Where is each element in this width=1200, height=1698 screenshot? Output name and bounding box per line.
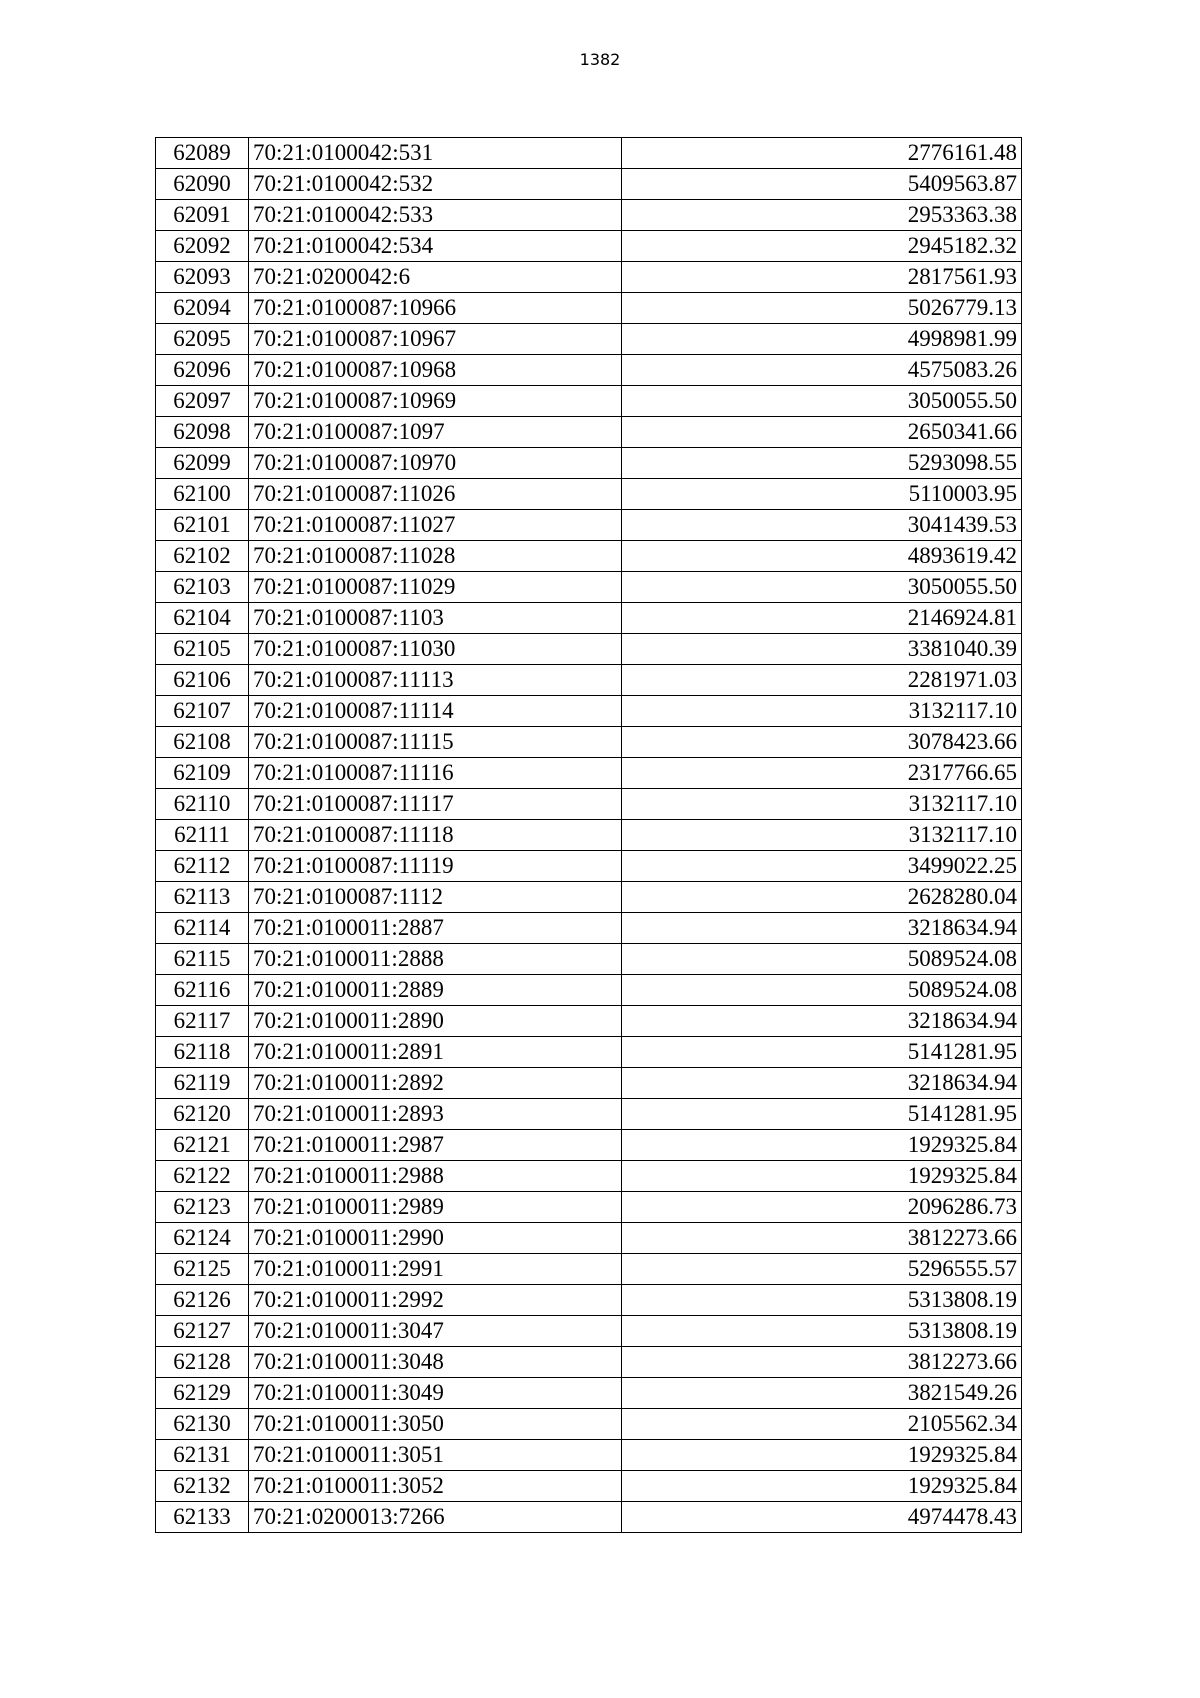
cadastral-value: 3132117.10 xyxy=(622,696,1022,727)
row-number: 62100 xyxy=(156,479,249,510)
cadastral-value: 3218634.94 xyxy=(622,1006,1022,1037)
table-row xyxy=(156,1378,1022,1409)
cadastral-number: 70:21:0100011:2991 xyxy=(249,1254,622,1285)
cadastral-value: 3821549.26 xyxy=(622,1378,1022,1409)
row-number: 62131 xyxy=(156,1440,249,1471)
cadastral-number: 70:21:0100087:11029 xyxy=(249,572,622,603)
row-number: 62111 xyxy=(156,820,249,851)
cadastral-number: 70:21:0100042:533 xyxy=(249,200,622,231)
row-number: 62098 xyxy=(156,417,249,448)
cadastral-number: 70:21:0100087:11113 xyxy=(249,665,622,696)
row-number: 62115 xyxy=(156,944,249,975)
row-number: 62089 xyxy=(156,138,249,169)
row-number: 62093 xyxy=(156,262,249,293)
cadastral-value: 2146924.81 xyxy=(622,603,1022,634)
row-number: 62121 xyxy=(156,1130,249,1161)
cadastral-value: 3050055.50 xyxy=(622,386,1022,417)
cadastral-number: 70:21:0100087:10970 xyxy=(249,448,622,479)
cadastral-number: 70:21:0100011:2892 xyxy=(249,1068,622,1099)
cadastral-value: 1929325.84 xyxy=(622,1471,1022,1502)
row-number: 62128 xyxy=(156,1347,249,1378)
row-number: 62133 xyxy=(156,1502,249,1533)
row-number: 62101 xyxy=(156,510,249,541)
table-row xyxy=(156,293,1022,324)
table-row xyxy=(156,727,1022,758)
table-row xyxy=(156,1285,1022,1316)
cadastral-number: 70:21:0100011:2990 xyxy=(249,1223,622,1254)
cadastral-value: 5110003.95 xyxy=(622,479,1022,510)
cadastral-value: 4998981.99 xyxy=(622,324,1022,355)
row-number: 62092 xyxy=(156,231,249,262)
cadastral-value: 2096286.73 xyxy=(622,1192,1022,1223)
cadastral-number: 70:21:0100087:11118 xyxy=(249,820,622,851)
row-number: 62104 xyxy=(156,603,249,634)
table-row xyxy=(156,603,1022,634)
row-number: 62105 xyxy=(156,634,249,665)
row-number: 62122 xyxy=(156,1161,249,1192)
cadastral-value: 5313808.19 xyxy=(622,1285,1022,1316)
table-row xyxy=(156,913,1022,944)
table-row xyxy=(156,1068,1022,1099)
row-number: 62091 xyxy=(156,200,249,231)
cadastral-value: 1929325.84 xyxy=(622,1130,1022,1161)
cadastral-number: 70:21:0100087:11114 xyxy=(249,696,622,727)
table-row xyxy=(156,696,1022,727)
cadastral-number: 70:21:0100087:11117 xyxy=(249,789,622,820)
cadastral-number: 70:21:0100087:1103 xyxy=(249,603,622,634)
cadastral-number: 70:21:0100042:531 xyxy=(249,138,622,169)
table-row xyxy=(156,820,1022,851)
cadastral-number: 70:21:0100011:2887 xyxy=(249,913,622,944)
table-row xyxy=(156,634,1022,665)
cadastral-value: 5296555.57 xyxy=(622,1254,1022,1285)
row-number: 62125 xyxy=(156,1254,249,1285)
cadastral-number: 70:21:0100011:2889 xyxy=(249,975,622,1006)
table-row xyxy=(156,1440,1022,1471)
cadastral-number: 70:21:0100087:11119 xyxy=(249,851,622,882)
cadastral-number: 70:21:0100011:2888 xyxy=(249,944,622,975)
cadastral-value: 5089524.08 xyxy=(622,975,1022,1006)
cadastral-value: 3132117.10 xyxy=(622,820,1022,851)
table-row xyxy=(156,1409,1022,1440)
cadastral-value: 1929325.84 xyxy=(622,1440,1022,1471)
table-row xyxy=(156,975,1022,1006)
table-row xyxy=(156,851,1022,882)
cadastral-value: 5293098.55 xyxy=(622,448,1022,479)
cadastral-number: 70:21:0100087:11116 xyxy=(249,758,622,789)
cadastral-value: 3218634.94 xyxy=(622,1068,1022,1099)
table-row xyxy=(156,138,1022,169)
row-number: 62108 xyxy=(156,727,249,758)
row-number: 62102 xyxy=(156,541,249,572)
cadastral-number: 70:21:0200013:7266 xyxy=(249,1502,622,1533)
cadastral-number: 70:21:0100011:3048 xyxy=(249,1347,622,1378)
cadastral-value: 3050055.50 xyxy=(622,572,1022,603)
row-number: 62119 xyxy=(156,1068,249,1099)
cadastral-value: 2628280.04 xyxy=(622,882,1022,913)
cadastral-number: 70:21:0100011:3050 xyxy=(249,1409,622,1440)
row-number: 62117 xyxy=(156,1006,249,1037)
table-row xyxy=(156,169,1022,200)
cadastral-value: 2105562.34 xyxy=(622,1409,1022,1440)
cadastral-number: 70:21:0100087:11115 xyxy=(249,727,622,758)
cadastral-value: 5141281.95 xyxy=(622,1037,1022,1068)
table-row xyxy=(156,1006,1022,1037)
cadastral-number: 70:21:0100011:2987 xyxy=(249,1130,622,1161)
cadastral-value: 5089524.08 xyxy=(622,944,1022,975)
cadastral-number: 70:21:0100011:2893 xyxy=(249,1099,622,1130)
cadastral-number: 70:21:0100087:10966 xyxy=(249,293,622,324)
row-number: 62109 xyxy=(156,758,249,789)
table-row xyxy=(156,1161,1022,1192)
row-number: 62113 xyxy=(156,882,249,913)
table-row xyxy=(156,758,1022,789)
row-number: 62095 xyxy=(156,324,249,355)
row-number: 62129 xyxy=(156,1378,249,1409)
table-row xyxy=(156,1192,1022,1223)
row-number: 62110 xyxy=(156,789,249,820)
table-row xyxy=(156,572,1022,603)
cadastral-value: 4575083.26 xyxy=(622,355,1022,386)
table-row xyxy=(156,1347,1022,1378)
table-row xyxy=(156,200,1022,231)
row-number: 62103 xyxy=(156,572,249,603)
row-number: 62099 xyxy=(156,448,249,479)
cadastral-number: 70:21:0100011:3051 xyxy=(249,1440,622,1471)
table-row xyxy=(156,882,1022,913)
table-row xyxy=(156,665,1022,696)
row-number: 62127 xyxy=(156,1316,249,1347)
cadastral-number: 70:21:0100087:10969 xyxy=(249,386,622,417)
cadastral-value: 3812273.66 xyxy=(622,1223,1022,1254)
table-row xyxy=(156,231,1022,262)
cadastral-number: 70:21:0100087:11026 xyxy=(249,479,622,510)
cadastral-number: 70:21:0100087:1112 xyxy=(249,882,622,913)
cadastral-number: 70:21:0100011:3047 xyxy=(249,1316,622,1347)
row-number: 62090 xyxy=(156,169,249,200)
cadastral-value: 2281971.03 xyxy=(622,665,1022,696)
cadastral-value: 1929325.84 xyxy=(622,1161,1022,1192)
row-number: 62112 xyxy=(156,851,249,882)
cadastral-value: 5313808.19 xyxy=(622,1316,1022,1347)
cadastral-number: 70:21:0100087:11028 xyxy=(249,541,622,572)
cadastral-value: 2953363.38 xyxy=(622,200,1022,231)
row-number: 62106 xyxy=(156,665,249,696)
row-number: 62116 xyxy=(156,975,249,1006)
table-row xyxy=(156,1316,1022,1347)
table-row xyxy=(156,262,1022,293)
table-row xyxy=(156,324,1022,355)
cadastral-value: 4974478.43 xyxy=(622,1502,1022,1533)
row-number: 62126 xyxy=(156,1285,249,1316)
row-number: 62097 xyxy=(156,386,249,417)
cadastral-value: 2650341.66 xyxy=(622,417,1022,448)
cadastral-number: 70:21:0100087:11030 xyxy=(249,634,622,665)
table-row xyxy=(156,944,1022,975)
cadastral-number: 70:21:0100087:11027 xyxy=(249,510,622,541)
table-row xyxy=(156,1037,1022,1068)
row-number: 62120 xyxy=(156,1099,249,1130)
row-number: 62107 xyxy=(156,696,249,727)
cadastral-value: 3132117.10 xyxy=(622,789,1022,820)
row-number: 62130 xyxy=(156,1409,249,1440)
cadastral-value: 3812273.66 xyxy=(622,1347,1022,1378)
cadastral-number: 70:21:0100087:10968 xyxy=(249,355,622,386)
cadastral-number: 70:21:0100011:2989 xyxy=(249,1192,622,1223)
cadastral-value: 2817561.93 xyxy=(622,262,1022,293)
cadastral-value: 5409563.87 xyxy=(622,169,1022,200)
cadastral-value-table xyxy=(155,137,1022,1533)
cadastral-value: 3078423.66 xyxy=(622,727,1022,758)
row-number: 62132 xyxy=(156,1471,249,1502)
cadastral-number: 70:21:0100011:2891 xyxy=(249,1037,622,1068)
row-number: 62118 xyxy=(156,1037,249,1068)
cadastral-number: 70:21:0100011:2988 xyxy=(249,1161,622,1192)
table-row xyxy=(156,1254,1022,1285)
table-row xyxy=(156,355,1022,386)
row-number: 62123 xyxy=(156,1192,249,1223)
row-number: 62096 xyxy=(156,355,249,386)
table-body xyxy=(156,138,1022,1533)
table-row xyxy=(156,1471,1022,1502)
cadastral-value: 2776161.48 xyxy=(622,138,1022,169)
row-number: 62094 xyxy=(156,293,249,324)
table-row xyxy=(156,479,1022,510)
cadastral-value: 5026779.13 xyxy=(622,293,1022,324)
table-row xyxy=(156,789,1022,820)
cadastral-value: 2317766.65 xyxy=(622,758,1022,789)
table-row xyxy=(156,1223,1022,1254)
cadastral-number: 70:21:0100011:2992 xyxy=(249,1285,622,1316)
table-row xyxy=(156,417,1022,448)
cadastral-number: 70:21:0100011:3052 xyxy=(249,1471,622,1502)
table-row xyxy=(156,541,1022,572)
cadastral-number: 70:21:0100042:534 xyxy=(249,231,622,262)
cadastral-value: 3218634.94 xyxy=(622,913,1022,944)
cadastral-value: 3499022.25 xyxy=(622,851,1022,882)
cadastral-number: 70:21:0100011:2890 xyxy=(249,1006,622,1037)
cadastral-number: 70:21:0200042:6 xyxy=(249,262,622,293)
table-row xyxy=(156,1502,1022,1533)
cadastral-value: 3041439.53 xyxy=(622,510,1022,541)
page-number: 1382 xyxy=(579,50,621,69)
table-row xyxy=(156,386,1022,417)
cadastral-number: 70:21:0100042:532 xyxy=(249,169,622,200)
cadastral-number: 70:21:0100087:10967 xyxy=(249,324,622,355)
row-number: 62124 xyxy=(156,1223,249,1254)
cadastral-value: 2945182.32 xyxy=(622,231,1022,262)
table-row xyxy=(156,1099,1022,1130)
table-row xyxy=(156,1130,1022,1161)
table-row xyxy=(156,510,1022,541)
cadastral-value: 3381040.39 xyxy=(622,634,1022,665)
cadastral-number: 70:21:0100087:1097 xyxy=(249,417,622,448)
cadastral-value: 4893619.42 xyxy=(622,541,1022,572)
row-number: 62114 xyxy=(156,913,249,944)
cadastral-number: 70:21:0100011:3049 xyxy=(249,1378,622,1409)
table-row xyxy=(156,448,1022,479)
cadastral-value: 5141281.95 xyxy=(622,1099,1022,1130)
